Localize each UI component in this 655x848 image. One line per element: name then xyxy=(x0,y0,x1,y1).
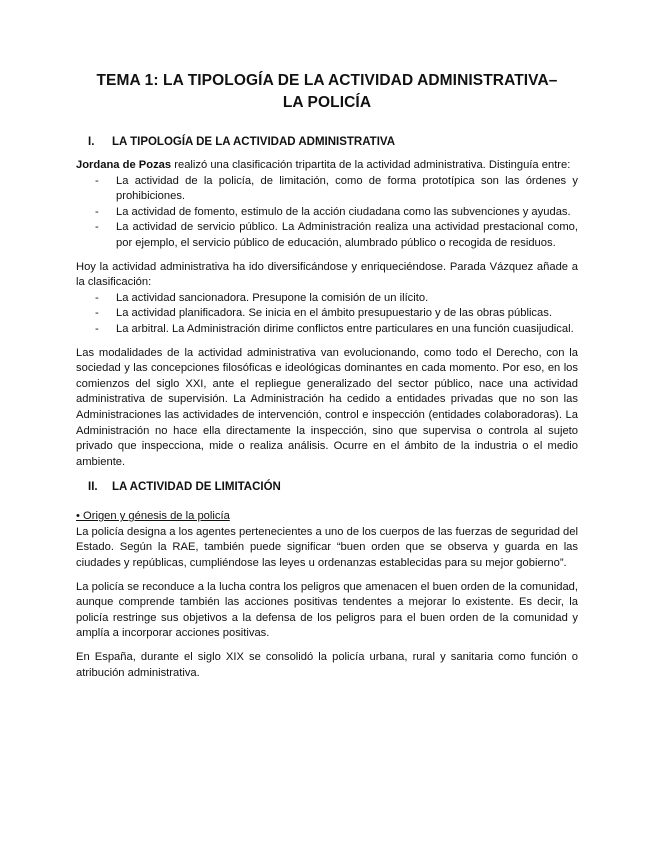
list-item: - La actividad sancionadora. Presupone la comisión de un ilícito. xyxy=(95,291,429,304)
section-1-paragraph-2: Hoy la actividad administrativa ha ido diversificándose y enriqueciéndose. Parada Vázquez añade a la clasificación: xyxy=(76,260,578,289)
added-classification-list xyxy=(76,291,578,338)
section-2-paragraph-2: La policía se reconduce a la lucha contra los peligros que amenacen el buen orden de la comunidad, aunque comprende también las acciones positivas tendentes a mejorar lo existente. Es decir, la policía restringe sus objetivos a la defensa de los peligros para el buen orden de la comunidad y amplía a incorporar acciones positivas. xyxy=(76,580,578,640)
list-item: - La actividad de fomento, estimulo de la acción ciudadana como las subvenciones y ayudas. xyxy=(95,205,571,218)
author-name: Jordana de Pozas xyxy=(76,159,172,171)
section-2-paragraph-1: La policía designa a los agentes pertenecientes a uno de los cuerpos de las fuerzas de seguridad del Estado. Según la RAE, también puede significar “buen orden que se observa y guarda en las ciudades y repúblicas, cumpliéndose las leyes u ordenanzas establecidas para su mejor gobierno”. xyxy=(76,525,578,570)
list-item: - La actividad planificadora. Se inicia en el ámbito presupuestario y de las obras públicas. xyxy=(95,307,552,320)
document-title xyxy=(76,70,578,114)
section-1-heading xyxy=(76,134,578,150)
classification-list xyxy=(76,174,578,252)
section-2-heading xyxy=(76,479,578,495)
list-item: - La actividad de servicio público. La Administración realiza una actividad prestacional como, por ejemplo, el servicio público de educación, alumbrado público o recogida de residuos. xyxy=(95,221,578,249)
section-2-title: LA ACTIVIDAD DE LIMITACIÓN xyxy=(112,481,281,494)
list-item: - La arbitral. La Administración dirime conflictos entre particulares en una función cuasijudical. xyxy=(95,322,574,335)
list-item: - La actividad de la policía, de limitación, como de forma prototípica son las órdenes y prohibiciones. xyxy=(95,174,578,203)
intro-text: realizó una clasificación tripartita de la actividad administrativa. Distinguía entre: xyxy=(171,159,571,171)
section-2-paragraph-3: En España, durante el siglo XIX se consolidó la policía urbana, rural y sanitaria como función o atribución administrativa. xyxy=(76,651,578,679)
section-1-intro xyxy=(76,158,578,174)
section-1-number: I. xyxy=(88,136,95,148)
section-1-title: LA TIPOLOGÍA DE LA ACTIVIDAD ADMINISTRATIVA xyxy=(112,136,396,148)
title-line-1: TEMA 1: LA TIPOLOGÍA DE LA ACTIVIDAD ADMINISTRATIVA– xyxy=(96,72,558,89)
section-2-number: II. xyxy=(88,481,98,494)
subsection-heading: • Origen y génesis de la policía xyxy=(76,510,230,523)
section-1-paragraph-3: Las modalidades de la actividad administrativa van evolucionando, como todo el Derecho, con la sociedad y las concepciones filosóficas e ideológicas dominantes en cada momento. Por eso, en los comienzos del siglo XXI, ante el repliegue generalizado del sector público, nace una actividad administrativa de supervisión. La Administración ha cedido a entidades privadas que no son las Administraciones las actividades de intervención, control e inspección (entidades colaboradoras). La Administración no hace ella directamente la inspección, sino que supervisa o controla al sujeto privado que inspecciona, mide o realiza análisis. Ocurre en el ámbito de la industria o el medio ambiente. xyxy=(76,346,578,468)
document-page xyxy=(76,70,578,681)
title-line-2: LA POLICÍA xyxy=(282,94,372,111)
